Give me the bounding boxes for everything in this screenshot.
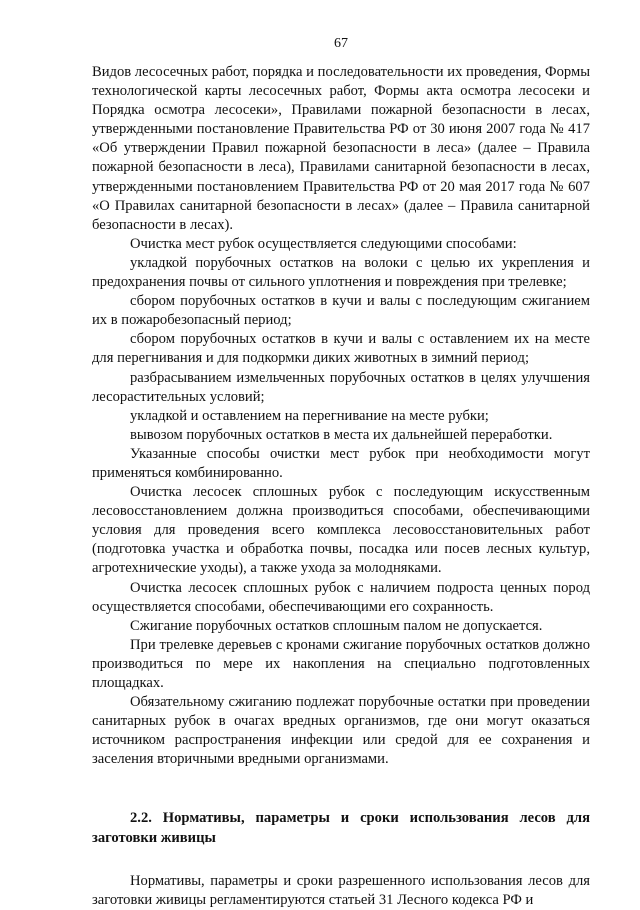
section-heading: 2.2. Нормативы, параметры и сроки использования лесов для заготовки живицы — [92, 810, 590, 846]
paragraph: вывозом порубочных остатков в места их дальнейшей переработки. — [130, 426, 553, 443]
page-number: 67 — [334, 36, 348, 51]
section-paragraph: Нормативы, параметры и сроки разрешенного использования лесов для заготовки живицы регламентируются статьей 31 Лесного кодекса РФ и — [92, 872, 590, 908]
paragraph: Обязательному сжиганию подлежат порубочные остатки при проведении санитарных рубок в очагах вредных организмов, где они могут оказаться источником распространения инфекции или средой для ее сохранения и заселения вторичными вредными организмами. — [92, 694, 590, 768]
paragraph: Сжигание порубочных остатков сплошным палом не допускается. — [130, 617, 543, 634]
paragraph: Указанные способы очистки мест рубок при необходимости могут применяться комбинированно. — [92, 445, 590, 481]
document-body — [92, 63, 590, 910]
paragraph: Очистка лесосек сплошных рубок с наличием подроста ценных пород осуществляется способами, обеспечивающими его сохранность. — [92, 579, 590, 615]
paragraph: разбрасыванием измельченных порубочных остатков в целях улучшения лесорастительных условий; — [92, 369, 590, 405]
paragraph: сбором порубочных остатков в кучи и валы с последующим сжиганием их в пожаробезопасный период; — [92, 293, 590, 329]
paragraph: При трелевке деревьев с кронами сжигание порубочных остатков должно производиться по мере их накопления на специально подготовленных площадках. — [92, 636, 590, 691]
paragraph: сбором порубочных остатков в кучи и валы с оставлением их на месте для перегнивания и для подкормки диких животных в зимний период; — [92, 331, 590, 367]
paragraph: укладкой и оставлением на перегнивание на месте рубки; — [130, 407, 489, 424]
paragraph: укладкой порубочных остатков на волоки с целью их укрепления и предохранения почвы от сильного уплотнения и повреждения при трелевке; — [92, 254, 590, 291]
paragraph: Видов лесосечных работ, порядка и последовательности их проведения, Формы технологической карты лесосечных работ, Формы акта осмотра лесосеки и Порядка осмотра лесосеки», Правилами пожарной безопасности в лесах, утвержденными постановление Правительства РФ от 30 июня 2007 года № 417 «Об утверждении Правил пожарной безопасности в леса» (далее – Правила пожарной безопасности в леса), Правилами санитарной безопасности в лесах, утвержденными постановлением Правительства РФ от 20 мая 2017 года № 607 «О Правилах санитарной безопасности в лесах» (далее – Правила санитарной безопасности в лесах). — [92, 64, 590, 233]
paragraph: Очистка мест рубок осуществляется следующими способами: — [130, 235, 517, 252]
paragraph: Очистка лесосек сплошных рубок с последующим искусственным лесовосстановлением должна производиться способами, обеспечивающими условия для проведения всего комплекса лесовосстановительных работ (подготовка участка и обработка почвы, посадка или посев лесных культур, агротехнические уходы), а также ухода за молодняками. — [92, 484, 590, 577]
